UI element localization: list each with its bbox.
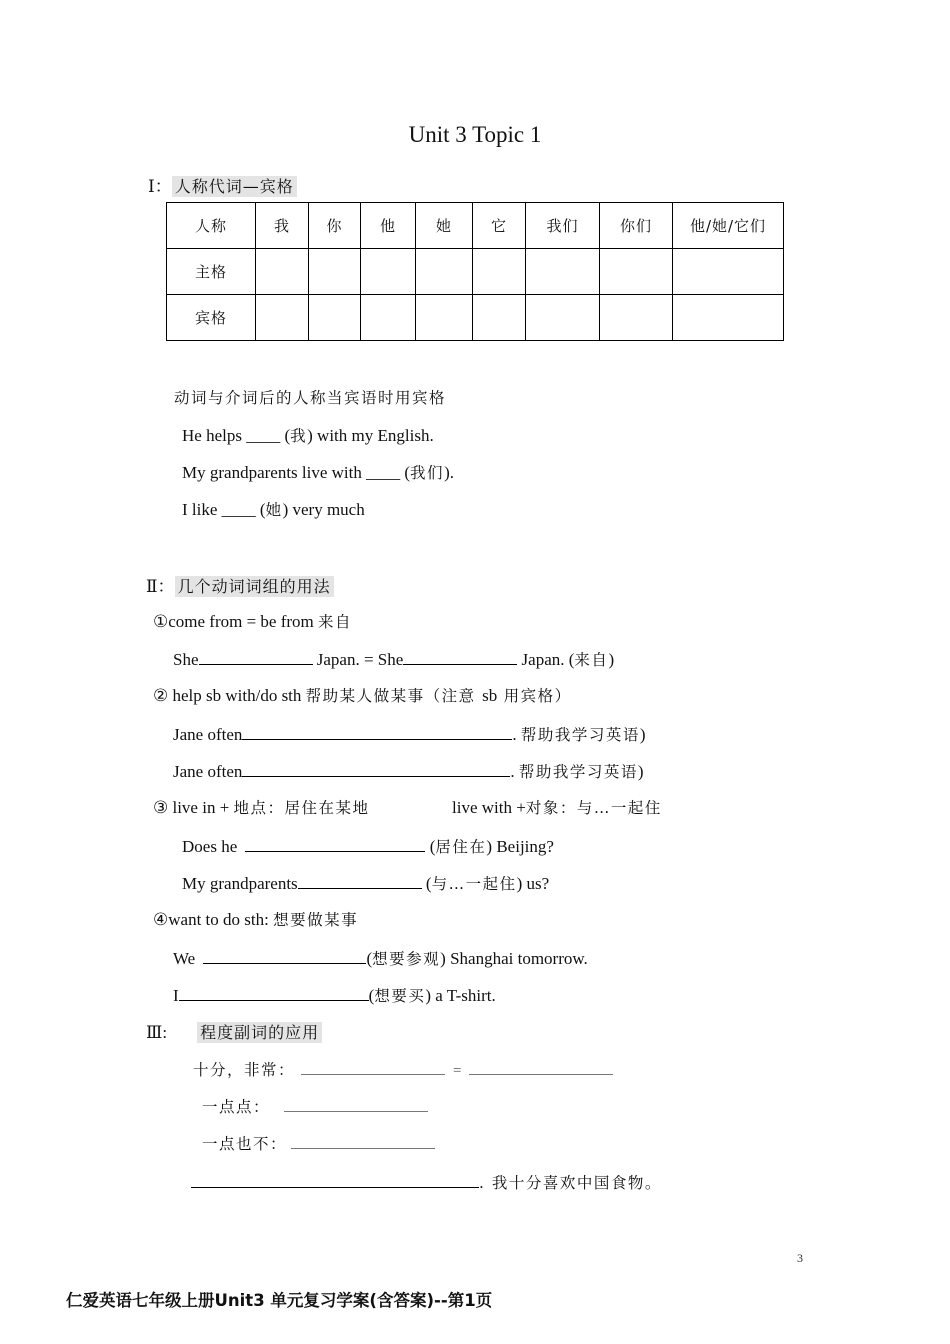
example-sentence bbox=[182, 461, 454, 483]
example-sentence bbox=[182, 424, 434, 446]
answer-blank[interactable] bbox=[403, 647, 517, 665]
exercise-line bbox=[173, 722, 646, 745]
answer-blank[interactable] bbox=[469, 1060, 613, 1075]
text: ) bbox=[637, 762, 644, 781]
text-cn: 帮助我学习英语 bbox=[520, 726, 640, 744]
answer-blank[interactable] bbox=[298, 871, 422, 889]
section-3-title: 程度副词的应用 bbox=[197, 1022, 322, 1043]
text: Jane often bbox=[173, 762, 243, 781]
text: ) Shanghai tomorrow. bbox=[440, 949, 588, 968]
pronoun-table bbox=[166, 202, 784, 341]
table-cell bbox=[473, 295, 526, 341]
table-row-label: 宾格 bbox=[167, 295, 256, 341]
answer-blank[interactable] bbox=[191, 1170, 479, 1188]
answer-blank[interactable] bbox=[245, 834, 425, 852]
text-cn: 想要买 bbox=[374, 987, 426, 1005]
phrase-item bbox=[153, 684, 572, 706]
exercise-line bbox=[182, 871, 549, 894]
table-cell bbox=[256, 295, 309, 341]
page-number: 3 bbox=[797, 1251, 803, 1265]
text-cn: 用宾格） bbox=[497, 687, 572, 705]
text: ③ live in + bbox=[153, 798, 234, 817]
exercise-line bbox=[173, 983, 496, 1006]
table-cell bbox=[673, 295, 784, 341]
text: My grandparents live with ____ ( bbox=[182, 463, 411, 482]
adverb-line bbox=[193, 1058, 613, 1080]
phrase-item bbox=[153, 908, 358, 930]
text: My grandparents bbox=[182, 874, 298, 893]
text: I bbox=[173, 986, 179, 1005]
table-header-cell: 我们 bbox=[526, 203, 600, 249]
answer-blank[interactable] bbox=[291, 1134, 435, 1149]
exercise-line bbox=[173, 759, 644, 782]
text: ( bbox=[368, 986, 375, 1005]
table-header-cell: 你们 bbox=[600, 203, 673, 249]
text-cn: 想要做某事 bbox=[273, 911, 359, 929]
text-cn: 帮助我学习英语 bbox=[518, 763, 638, 781]
table-header-cell: 你 bbox=[309, 203, 361, 249]
table-row-label: 主格 bbox=[167, 249, 256, 295]
text: We bbox=[173, 949, 200, 968]
answer-blank[interactable] bbox=[242, 759, 510, 777]
footer-caption: 仁爱英语七年级上册Unit3 单元复习学案(含答案)--第1页 bbox=[66, 1291, 493, 1310]
text: ) Beijing? bbox=[486, 837, 554, 856]
text-cn: . 我十分喜欢中国食物。 bbox=[479, 1174, 662, 1192]
table-header-cell: 他 bbox=[361, 203, 416, 249]
text-cn: 来自 bbox=[318, 613, 353, 631]
text: She bbox=[173, 650, 199, 669]
section-2-title: 几个动词词组的用法 bbox=[175, 576, 334, 597]
table-cell bbox=[526, 295, 600, 341]
table-cell bbox=[416, 249, 473, 295]
table-cell bbox=[256, 249, 309, 295]
table-cell bbox=[600, 295, 673, 341]
table-cell bbox=[361, 249, 416, 295]
text-cn: 来自 bbox=[574, 651, 609, 669]
table-cell bbox=[473, 249, 526, 295]
section-1-title: 人称代词—宾格 bbox=[172, 176, 297, 197]
answer-blank[interactable] bbox=[179, 983, 369, 1001]
answer-blank[interactable] bbox=[284, 1097, 428, 1112]
text-cn: 帮助某人做某事（注意 bbox=[305, 687, 483, 705]
equals-sign: = bbox=[453, 1063, 462, 1079]
text: Jane often bbox=[173, 725, 243, 744]
phrase-item bbox=[452, 796, 662, 818]
text: sb bbox=[482, 686, 498, 705]
text: Does he bbox=[182, 837, 242, 856]
text: Japan. = She bbox=[312, 650, 404, 669]
table-header-row bbox=[167, 203, 784, 249]
text: ( bbox=[421, 874, 432, 893]
table-cell bbox=[600, 249, 673, 295]
text: Japan. ( bbox=[517, 650, 575, 669]
table-cell bbox=[416, 295, 473, 341]
table-cell bbox=[361, 295, 416, 341]
table-header-cell: 人称 bbox=[167, 203, 256, 249]
table-header-cell: 我 bbox=[256, 203, 309, 249]
table-cell bbox=[673, 249, 784, 295]
text: ( bbox=[366, 949, 373, 968]
text-cn: 对象：与…一起住 bbox=[525, 799, 662, 817]
table-row bbox=[167, 249, 784, 295]
section-3-heading bbox=[146, 1020, 322, 1043]
phrase-item bbox=[153, 610, 352, 632]
section-1-number: Ⅰ： bbox=[148, 177, 172, 196]
exercise-line bbox=[173, 647, 614, 670]
page-title: Unit 3 Topic 1 bbox=[408, 122, 542, 147]
grammar-note: 动词与介词后的人称当宾语时用宾格 bbox=[174, 389, 447, 407]
table-cell bbox=[526, 249, 600, 295]
adverb-line bbox=[202, 1095, 428, 1117]
section-2-heading bbox=[146, 572, 334, 597]
table-header-cell: 他/她/它们 bbox=[673, 203, 784, 249]
text: ) with my English. bbox=[307, 426, 434, 445]
text: live with + bbox=[452, 798, 526, 817]
text-cn: 我 bbox=[290, 427, 308, 445]
text-cn: 她 bbox=[265, 501, 283, 519]
text: ) very much bbox=[282, 500, 365, 519]
text-cn: 地点：居住在某地 bbox=[233, 799, 370, 817]
text: ). bbox=[444, 463, 454, 482]
text: ①come from = be from bbox=[153, 612, 319, 631]
text-cn: 我们 bbox=[410, 464, 445, 482]
text: ) bbox=[639, 725, 646, 744]
example-sentence bbox=[182, 498, 365, 520]
table-header-cell: 她 bbox=[416, 203, 473, 249]
text: ( bbox=[425, 837, 436, 856]
section-2-number: Ⅱ： bbox=[146, 577, 175, 596]
table-header-cell: 它 bbox=[473, 203, 526, 249]
section-3-number: Ⅲ: bbox=[146, 1023, 168, 1042]
text-cn: 与…一起住 bbox=[431, 875, 517, 893]
text: . bbox=[510, 762, 519, 781]
text: ④want to do sth: bbox=[153, 910, 274, 929]
text: I like ____ ( bbox=[182, 500, 266, 519]
answer-blank[interactable] bbox=[301, 1060, 445, 1075]
text-cn: 一点点： bbox=[202, 1098, 271, 1116]
answer-blank[interactable] bbox=[203, 946, 366, 964]
answer-blank[interactable] bbox=[199, 647, 313, 665]
text-cn: 一点也不： bbox=[202, 1135, 288, 1153]
text: ) a T-shirt. bbox=[425, 986, 496, 1005]
translation-line bbox=[191, 1170, 662, 1193]
text-cn: 想要参观 bbox=[372, 950, 441, 968]
text-cn: 十分，非常： bbox=[193, 1061, 296, 1079]
table-row bbox=[167, 295, 784, 341]
answer-blank[interactable] bbox=[242, 722, 512, 740]
text-cn: 居住在 bbox=[435, 838, 487, 856]
table-cell bbox=[309, 249, 361, 295]
exercise-line bbox=[182, 834, 554, 857]
section-1-heading bbox=[148, 172, 297, 197]
phrase-item bbox=[153, 796, 370, 818]
text: He helps ____ ( bbox=[182, 426, 291, 445]
table-cell bbox=[309, 295, 361, 341]
text: ② help sb with/do sth bbox=[153, 686, 306, 705]
text: ) us? bbox=[516, 874, 550, 893]
adverb-line bbox=[202, 1132, 435, 1154]
text: ) bbox=[608, 650, 615, 669]
text: . bbox=[512, 725, 521, 744]
exercise-line bbox=[173, 946, 588, 969]
